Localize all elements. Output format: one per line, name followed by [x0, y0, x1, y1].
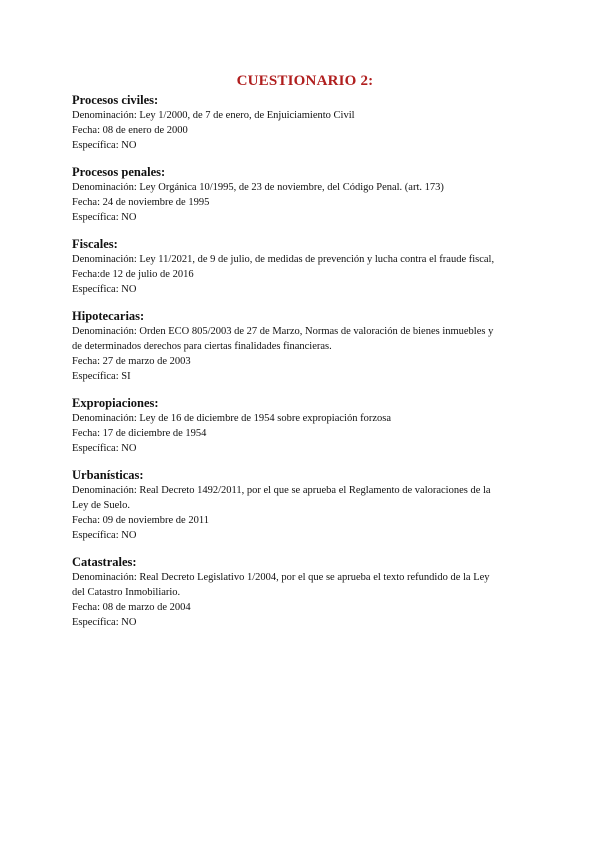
section	[72, 467, 528, 543]
section-line: Específica: NO	[72, 284, 137, 295]
section-line: Fecha: 09 de noviembre de 2011	[72, 515, 209, 526]
section	[72, 236, 528, 297]
section-line: Fecha: 08 de marzo de 2004	[72, 602, 191, 613]
section-line: Específica: NO	[72, 212, 137, 223]
sections-list	[72, 92, 528, 630]
section-heading: Urbanísticas:	[72, 468, 144, 482]
section-line: de determinados derechos para ciertas finalidades financieras.	[72, 341, 332, 352]
section-line: Fecha: 08 de enero de 2000	[72, 125, 188, 136]
section	[72, 308, 528, 384]
section-line: Denominación: Ley 11/2021, de 9 de julio, de medidas de prevención y lucha contra el fraude fiscal,	[72, 254, 495, 265]
section-line: Denominación: Ley Orgánica 10/1995, de 23 de noviembre, del Código Penal. (art. 173)	[72, 182, 444, 193]
section-line: Denominación: Ley 1/2000, de 7 de enero, de Enjuiciamiento Civil	[72, 110, 355, 121]
section-line: Específica: NO	[72, 617, 137, 628]
section-line: Específica: NO	[72, 140, 137, 151]
section	[72, 395, 528, 456]
section-line: Denominación: Real Decreto 1492/2011, por el que se aprueba el Reglamento de valoraciones de la	[72, 485, 491, 496]
section-heading: Expropiaciones:	[72, 396, 159, 410]
section-line: Específica: NO	[72, 443, 137, 454]
section-line: Ley de Suelo.	[72, 500, 131, 511]
section-heading: Hipotecarias:	[72, 309, 145, 323]
section-line: Denominación: Real Decreto Legislativo 1/2004, por el que se aprueba el texto refundido de la Ley	[72, 572, 490, 583]
document-page	[72, 72, 528, 641]
section	[72, 164, 528, 225]
section-heading: Catastrales:	[72, 555, 137, 569]
section-line: del Catastro Inmobiliario.	[72, 587, 181, 598]
section-heading: Procesos civiles:	[72, 93, 159, 107]
section	[72, 554, 528, 630]
section-line: Denominación: Orden ECO 805/2003 de 27 de Marzo, Normas de valoración de bienes inmuebles y	[72, 326, 494, 337]
section-line: Fecha: 24 de noviembre de 1995	[72, 197, 210, 208]
section-heading: Procesos penales:	[72, 165, 166, 179]
section-line: Específica: SI	[72, 371, 131, 382]
section	[72, 92, 528, 153]
section-line: Denominación: Ley de 16 de diciembre de 1954 sobre expropiación forzosa	[72, 413, 391, 424]
section-heading: Fiscales:	[72, 237, 118, 251]
section-line: Fecha: 27 de marzo de 2003	[72, 356, 191, 367]
section-line: Fecha:de 12 de julio de 2016	[72, 269, 194, 280]
document-title: CUESTIONARIO 2:	[236, 73, 374, 89]
section-line: Específica: NO	[72, 530, 137, 541]
section-line: Fecha: 17 de diciembre de 1954	[72, 428, 207, 439]
